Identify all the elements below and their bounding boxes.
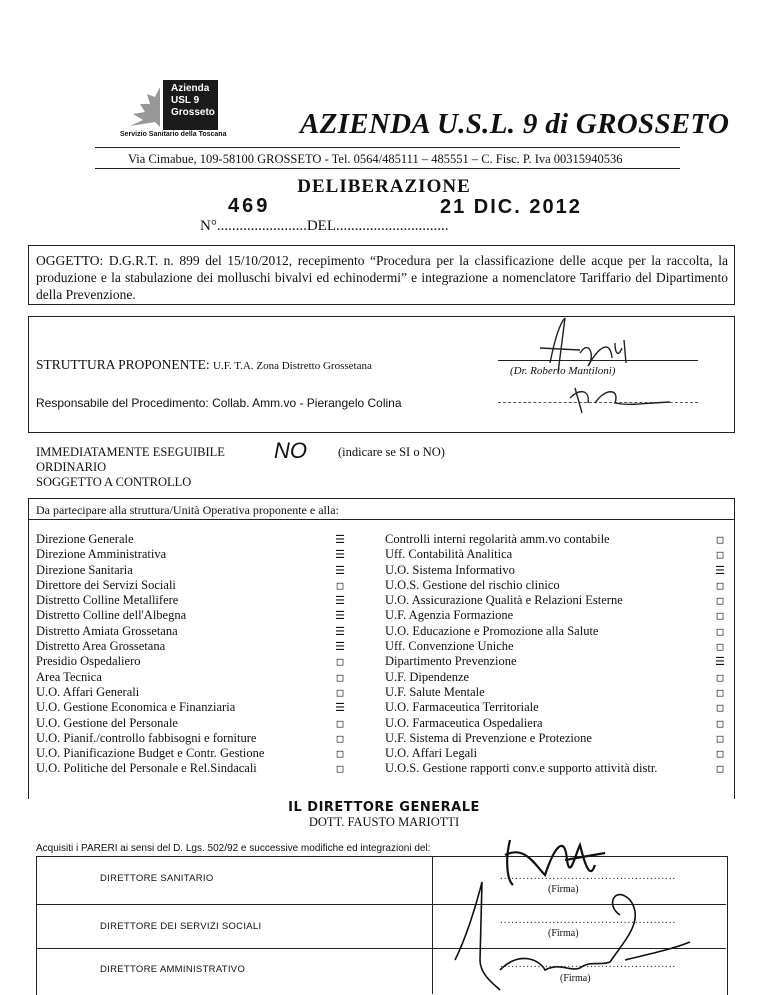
checkbox-unchecked: □ [336,655,344,669]
firma-label: (Firma) [548,928,579,939]
list-item: Direzione Sanitaria [36,562,133,577]
list-item: U.O. Gestione Economica e Finanziaria [36,700,236,715]
responsabile-procedimento: Responsabile del Procedimento: Collab. Amm.vo - Pierangelo Colina [36,396,402,410]
header-rule-bottom [95,168,680,169]
parere-direttore-servizi-sociali: DIRETTORE DEI SERVIZI SOCIALI [100,921,262,932]
checkbox-unchecked: □ [716,578,724,592]
distribuzione-left-labels [36,532,264,777]
checkbox-unchecked: □ [716,609,724,623]
checkbox-unchecked: □ [336,716,344,730]
parere-direttore-amministrativo: DIRETTORE AMMINISTRATIVO [100,964,246,975]
logo-tree-icon [115,82,165,132]
checkbox-unchecked: □ [716,594,724,608]
list-item: U.O. Assicurazione Qualità e Relazioni Esterne [385,593,623,608]
header-rule-top [95,147,680,148]
checkbox-checked: ☰ [335,609,345,623]
logo-subtitle: Servizio Sanitario della Toscana [120,131,227,138]
address: Via Cimabue, 109-58100 GROSSETO - Tel. 0564/485111 – 485551 – C. Fisc. P. Iva 00315940536 [128,152,623,166]
esecuzione-handwritten: NO [274,438,307,463]
direttore-generale-name: DOTT. FAUSTO MARIOTTI [308,815,460,829]
list-item: U.F. Salute Mentale [385,684,485,699]
logo-line: Grosseto [171,107,215,118]
checkbox-checked: ☰ [715,563,725,577]
checkbox-checked: ☰ [335,548,345,562]
list-item: U.O.S. Gestione rapporti conv.e supporto attività distr. [385,761,658,776]
checkbox-unchecked: □ [716,701,724,715]
list-item: U.F. Sistema di Prevenzione e Protezione [385,730,592,745]
signer-name: (Dr. Roberto Mantiloni) [510,365,616,377]
deliberazione-number: 469 [228,195,271,217]
esecuzione-options [36,445,225,490]
list-item: Direzione Amministrativa [36,547,167,562]
list-item: Presidio Ospedaliero [36,654,141,669]
list-item: Distretto Amiata Grossetana [36,623,178,638]
list-item: Distretto Area Grossetana [36,639,166,654]
firma-label: (Firma) [548,884,579,895]
checkbox-unchecked: □ [336,670,344,684]
signature-dots: ............................................... [500,870,677,882]
list-item: U.O. Educazione e Promozione alla Salute [385,623,599,638]
oggetto-text: OGGETTO: D.G.R.T. n. 899 del 15/10/2012, recepimento “Procedura per la classificazione delle acque per la raccolta, la produzione e la stabulazione dei molluschi bivalvi ed echinodermi” e integrazione a nomenclatore Tariffario del Dipartimento della Prevenzione. [36,253,728,302]
checkbox-checked: ☰ [715,655,725,669]
checkbox-unchecked: □ [716,716,724,730]
list-item: Distretto Colline Metallifere [36,593,179,608]
checkbox-unchecked: □ [716,731,724,745]
checkbox-unchecked: □ [716,533,724,546]
list-item: U.F. Agenzia Formazione [385,608,514,623]
pareri-intro: Acquisiti i PARERI ai sensi del D. Lgs. 502/92 e successive modifiche ed integrazioni del: [36,843,431,854]
list-item: Direttore dei Servizi Sociali [36,577,176,592]
checkbox-checked: ☰ [335,701,345,715]
list-item: Direzione Generale [36,532,134,546]
direttore-generale-title: IL DIRETTORE GENERALE [288,800,480,815]
list-item: U.O.S. Gestione del rischio clinico [385,577,560,592]
deliberazione-date: 21 DIC. 2012 [440,196,582,218]
parere-direttore-sanitario: DIRETTORE SANITARIO [100,873,214,884]
esecuzione-ordinario: ORDINARIO [36,460,107,474]
distribuzione-intro: Da partecipare alla struttura/Unità Operativa proponente e alla: [36,503,339,517]
esecuzione-controllo: SOGGETTO A CONTROLLO [36,475,192,489]
handwritten-signature [520,318,700,428]
signature-dots: ............................................... [500,958,677,970]
checkbox-unchecked: □ [716,640,724,654]
struttura-label: STRUTTURA PROPONENTE: [36,357,210,372]
list-item: U.O. Politiche del Personale e Rel.Sindacali [36,761,257,776]
checkbox-checked: ☰ [335,563,345,577]
list-item: Distretto Colline dell'Albegna [36,608,187,623]
pareri-column-divider [432,856,433,994]
logo-line: Azienda [171,83,210,94]
checkbox-unchecked: □ [716,670,724,684]
checkbox-unchecked: □ [716,762,724,776]
list-item: U.O. Farmaceutica Territoriale [385,700,539,715]
list-item: Area Tecnica [36,669,102,684]
checkbox-checked: ☰ [335,533,345,546]
list-item: Uff. Convenzione Uniche [385,639,514,654]
checkbox-unchecked: □ [336,578,344,592]
checkbox-unchecked: □ [336,747,344,761]
list-item: U.O. Sistema Informativo [385,562,515,577]
distribuzione-left-checkboxes [333,532,347,777]
list-item: U.F. Dipendenze [385,669,470,684]
list-item: U.O. Affari Legali [385,746,478,761]
firma-label: (Firma) [560,973,591,984]
deliberazione-heading: DELIBERAZIONE [297,176,471,197]
checkbox-checked: ☰ [335,624,345,638]
number-date-line: N°........................DEL.............................. [200,218,449,234]
esecuzione-immediata: IMMEDIATAMENTE ESEGUIBILE [36,445,225,459]
list-item: Dipartimento Prevenzione [385,654,517,669]
page-title: AZIENDA U.S.L. 9 di GROSSETO [300,108,730,140]
distribuzione-right-labels [385,532,657,777]
checkbox-unchecked: □ [716,624,724,638]
checkbox-unchecked: □ [716,548,724,562]
checkbox-checked: ☰ [335,640,345,654]
signature-dots: ............................................... [500,914,677,926]
handwritten-signature [440,880,720,994]
checkbox-unchecked: □ [336,762,344,776]
checkbox-unchecked: □ [716,685,724,699]
distribuzione-right-checkboxes [713,532,727,777]
list-item: Controlli interni regolarità amm.vo contabile [385,532,610,546]
list-item: U.O. Farmaceutica Ospedaliera [385,715,543,730]
checkbox-unchecked: □ [716,747,724,761]
esecuzione-hint: (indicare se SI o NO) [338,445,445,459]
list-item: U.O. Gestione del Personale [36,715,178,730]
struttura-value: U.F. T.A. Zona Distretto Grossetana [213,360,372,372]
checkbox-checked: ☰ [335,594,345,608]
list-item: U.O. Pianificazione Budget e Contr. Gestione [36,746,265,761]
checkbox-unchecked: □ [336,731,344,745]
struttura-proponente [36,357,372,373]
list-item: U.O. Pianif./controllo fabbisogni e forniture [36,730,257,745]
checkbox-unchecked: □ [336,685,344,699]
distribuzione-divider [28,519,734,520]
logo-line: USL 9 [171,95,200,106]
list-item: U.O. Affari Generali [36,684,140,699]
list-item: Uff. Contabilità Analitica [385,547,513,562]
logo [163,80,218,130]
